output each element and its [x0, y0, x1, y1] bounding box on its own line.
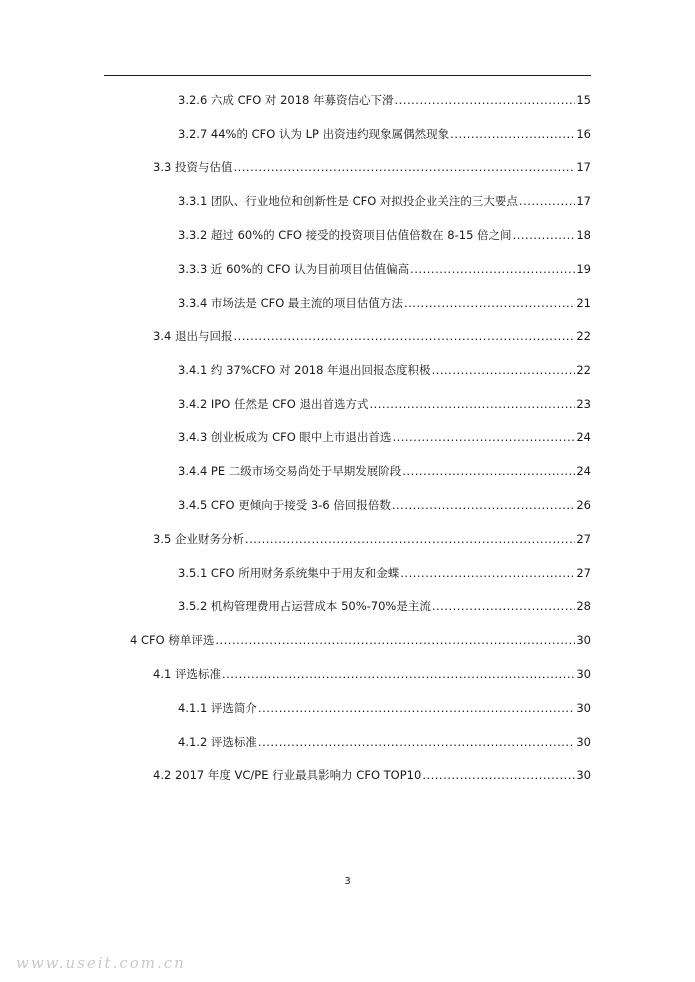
- toc-entry-page: 28: [576, 599, 591, 613]
- toc-leader-dots: [395, 93, 576, 107]
- toc-entry[interactable]: [178, 498, 591, 512]
- toc-entry-page: 26: [576, 498, 591, 512]
- toc-entry[interactable]: [153, 532, 591, 546]
- toc-entry-page: 22: [576, 329, 591, 343]
- toc-leader-dots: [258, 735, 575, 749]
- toc-leader-dots: [245, 532, 575, 546]
- toc-entry-page: 15: [576, 93, 591, 107]
- toc-leader-dots: [402, 464, 575, 478]
- toc-entry-page: 30: [576, 667, 591, 681]
- toc-entry-title: 3.5.2 机构管理费用占运营成本 50%-70%是主流: [178, 599, 431, 613]
- toc-entry[interactable]: [178, 296, 591, 310]
- toc-entry-title: 3.4.2 IPO 任然是 CFO 退出首选方式: [178, 397, 369, 411]
- toc-entry[interactable]: [153, 768, 591, 782]
- toc-entry[interactable]: [153, 329, 591, 343]
- toc-entry-title: 3.4.1 约 37%CFO 对 2018 年退出回报态度积极: [178, 363, 431, 377]
- toc-entry-title: 3.3.1 团队、行业地位和创新性是 CFO 对拟投企业关注的三大要点: [178, 194, 518, 208]
- toc-entry[interactable]: [178, 430, 591, 444]
- toc-entry-title: 3.5.1 CFO 所用财务系统集中于用友和金蝶: [178, 566, 400, 580]
- toc-entry-title: 3.4.5 CFO 更倾向于接受 3-6 倍回报倍数: [178, 498, 391, 512]
- toc-entry[interactable]: [178, 93, 591, 107]
- toc-leader-dots: [513, 228, 576, 242]
- toc-entry[interactable]: [178, 464, 591, 478]
- toc-entry-page: 19: [576, 262, 591, 276]
- toc-leader-dots: [519, 194, 575, 208]
- toc-entry-page: 16: [576, 127, 591, 141]
- toc-entry-title: 3.3 投资与估值: [153, 160, 233, 174]
- toc-entry-title: 3.4.4 PE 二级市场交易尚处于早期发展阶段: [178, 464, 402, 478]
- toc-entry[interactable]: [178, 363, 591, 377]
- toc-leader-dots: [215, 633, 575, 647]
- toc-leader-dots: [450, 127, 575, 141]
- toc-leader-dots: [422, 768, 575, 782]
- toc-leader-dots: [432, 599, 576, 613]
- toc-entry-page: 21: [576, 296, 591, 310]
- toc-entry-title: 3.2.6 六成 CFO 对 2018 年募资信心下滑: [178, 93, 394, 107]
- toc-entry-title: 4.1.1 评选简介: [178, 701, 257, 715]
- toc-entry-page: 27: [576, 532, 591, 546]
- toc-entry-title: 3.4 退出与回报: [153, 329, 233, 343]
- toc-leader-dots: [392, 430, 575, 444]
- toc-entry-title: 3.3.4 市场法是 CFO 最主流的项目估值方法: [178, 296, 403, 310]
- toc-entry-title: 3.3.3 近 60%的 CFO 认为目前项目估值偏高: [178, 262, 410, 276]
- toc-entry[interactable]: [178, 194, 591, 208]
- page-number: 3: [344, 876, 351, 887]
- toc-entry[interactable]: [178, 735, 591, 749]
- toc-leader-dots: [369, 397, 575, 411]
- toc-entry[interactable]: [153, 667, 591, 681]
- toc-entry-page: 30: [576, 735, 591, 749]
- toc-entry-page: 23: [576, 397, 591, 411]
- toc-entry[interactable]: [178, 397, 591, 411]
- toc-leader-dots: [404, 296, 575, 310]
- toc-leader-dots: [400, 566, 575, 580]
- toc-entry[interactable]: [178, 566, 591, 580]
- toc-entry-title: 4.1.2 评选标准: [178, 735, 257, 749]
- toc-entry[interactable]: [178, 599, 591, 613]
- toc-leader-dots: [233, 160, 575, 174]
- toc-entry-page: 27: [576, 566, 591, 580]
- toc-entry[interactable]: [178, 127, 591, 141]
- toc-leader-dots: [233, 329, 575, 343]
- toc-entry-title: 3.3.2 超过 60%的 CFO 接受的投资项目估值倍数在 8-15 倍之间: [178, 228, 512, 242]
- toc-entry-page: 30: [576, 633, 591, 647]
- toc-entry-page: 24: [576, 430, 591, 444]
- toc-entry[interactable]: [130, 633, 591, 647]
- toc-entry-page: 18: [576, 228, 591, 242]
- header-rule: [104, 75, 591, 76]
- toc-entry-page: 24: [576, 464, 591, 478]
- toc-entry-title: 3.4.3 创业板成为 CFO 眼中上市退出首选: [178, 430, 392, 444]
- toc-leader-dots: [258, 701, 575, 715]
- toc-leader-dots: [410, 262, 575, 276]
- toc-entry-title: 3.2.7 44%的 CFO 认为 LP 出资违约现象属偶然现象: [178, 127, 450, 141]
- watermark: www.useit.com.cn: [16, 954, 186, 972]
- toc-leader-dots: [222, 667, 575, 681]
- toc-entry-page: 17: [576, 160, 591, 174]
- toc-entry-title: 4.1 评选标准: [153, 667, 221, 681]
- toc-entry[interactable]: [178, 228, 591, 242]
- toc-entry-page: 17: [576, 194, 591, 208]
- toc-entry-title: 3.5 企业财务分析: [153, 532, 244, 546]
- toc-leader-dots: [432, 363, 576, 377]
- toc-entry-page: 30: [576, 701, 591, 715]
- toc-entry-page: 22: [576, 363, 591, 377]
- toc-entry[interactable]: [153, 160, 591, 174]
- toc-leader-dots: [392, 498, 575, 512]
- toc-entry[interactable]: [178, 701, 591, 715]
- toc-entry-title: 4.2 2017 年度 VC/PE 行业最具影响力 CFO TOP10: [153, 768, 422, 782]
- toc-entry[interactable]: [178, 262, 591, 276]
- toc-entry-title: 4 CFO 榜单评选: [130, 633, 215, 647]
- toc-entry-page: 30: [576, 768, 591, 782]
